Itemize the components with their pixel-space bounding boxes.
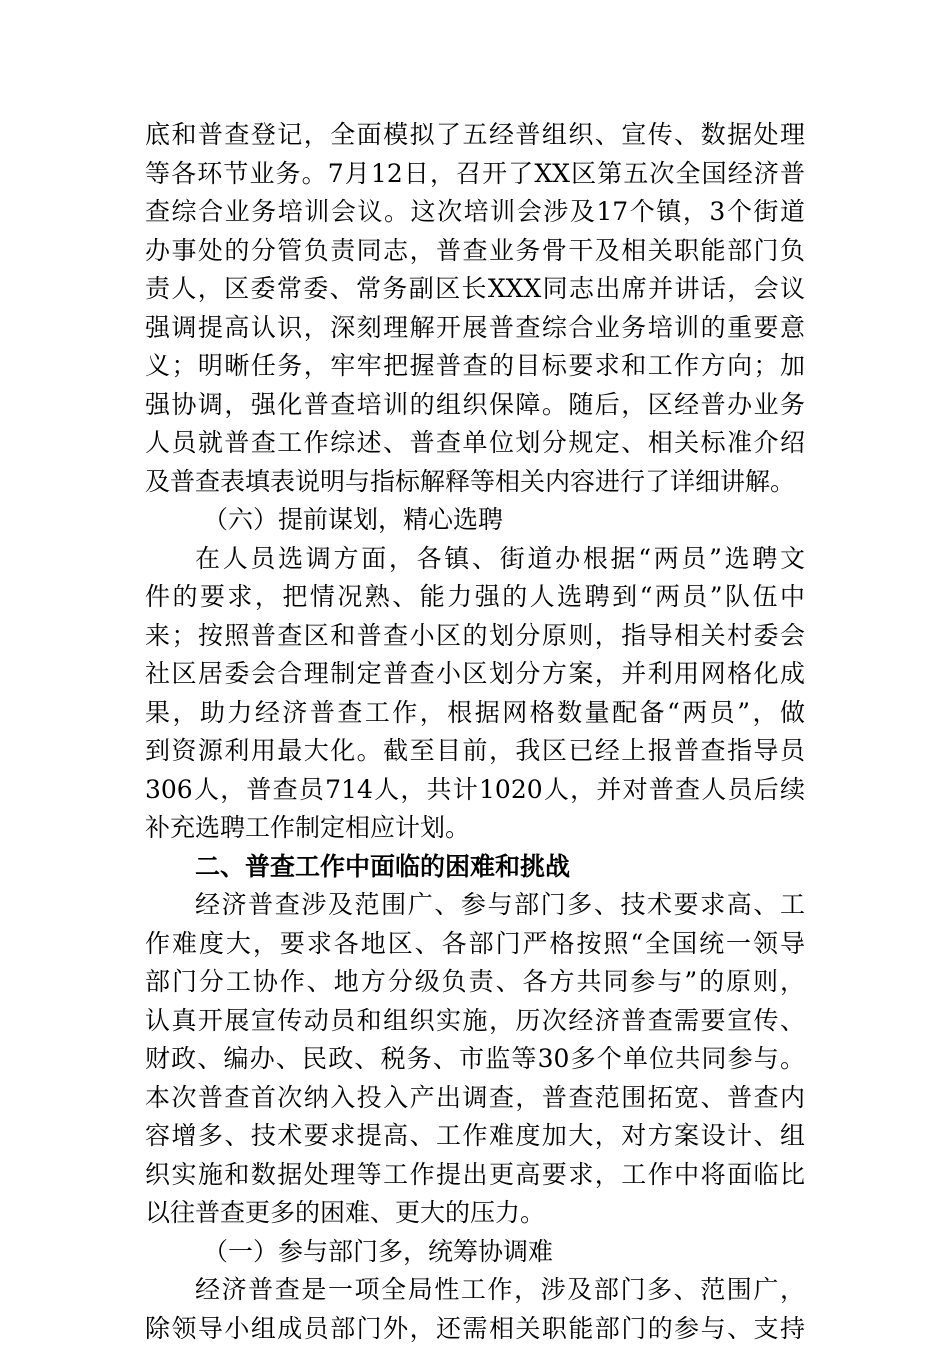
body-line: 及普查表填表说明与指标解释等相关内容进行了详细讲解。 <box>145 463 805 502</box>
paragraph-first-line: 在人员选调方面，各镇、街道办根据“两员”选聘文 <box>145 540 805 579</box>
paragraph-first-line: 经济普查是一项全局性工作，涉及部门多、范围广， <box>145 1271 805 1310</box>
body-line: 责人，区委常委、常务副区长XXX同志出席并讲话，会议 <box>145 270 805 309</box>
section-heading-1: （一）参与部门多，统筹协调难 <box>145 1233 805 1272</box>
document-body <box>145 116 805 1348</box>
body-line: 织实施和数据处理等工作提出更高要求，工作中将面临比 <box>145 1156 805 1195</box>
body-line: 底和普查登记，全面模拟了五经普组织、宣传、数据处理 <box>145 116 805 155</box>
body-line: 容增多、技术要求提高、工作难度加大，对方案设计、组 <box>145 1117 805 1156</box>
body-line: 以往普查更多的困难、更大的压力。 <box>145 1194 805 1233</box>
body-line: 306人，普查员714人，共计1020人，并对普查人员后续 <box>145 771 805 810</box>
body-line: 办事处的分管负责同志，普查业务骨干及相关职能部门负 <box>145 232 805 271</box>
body-line: 来；按照普查区和普查小区的划分原则，指导相关村委会 <box>145 617 805 656</box>
body-line: 查综合业务培训会议。这次培训会涉及17个镇，3个街道 <box>145 193 805 232</box>
body-line: 补充选聘工作制定相应计划。 <box>145 809 805 848</box>
body-line: 社区居委会合理制定普查小区划分方案，并利用网格化成 <box>145 655 805 694</box>
paragraph-first-line: 经济普查涉及范围广、参与部门多、技术要求高、工 <box>145 886 805 925</box>
body-line: 件的要求，把情况熟、能力强的人选聘到“两员”队伍中 <box>145 578 805 617</box>
body-line: 人员就普查工作综述、普查单位划分规定、相关标准介绍 <box>145 424 805 463</box>
body-line: 除领导小组成员部门外，还需相关职能部门的参与、支持 <box>145 1310 805 1348</box>
body-line: 认真开展宣传动员和组织实施，历次经济普查需要宣传、 <box>145 1002 805 1041</box>
section-heading-6: （六）提前谋划，精心选聘 <box>145 501 805 540</box>
body-line: 本次普查首次纳入投入产出调查，普查范围拓宽、普查内 <box>145 1079 805 1118</box>
body-line: 果，助力经济普查工作，根据网格数量配备“两员”，做 <box>145 694 805 733</box>
body-line: 到资源利用最大化。截至目前，我区已经上报普查指导员 <box>145 732 805 771</box>
body-line: 义；明晰任务，牢牢把握普查的目标要求和工作方向；加 <box>145 347 805 386</box>
body-line: 财政、编办、民政、税务、市监等30多个单位共同参与。 <box>145 1040 805 1079</box>
body-line: 作难度大，要求各地区、各部门严格按照“全国统一领导 <box>145 925 805 964</box>
body-line: 等各环节业务。7月12日，召开了XX区第五次全国经济普 <box>145 155 805 194</box>
body-line: 强协调，强化普查培训的组织保障。随后，区经普办业务 <box>145 386 805 425</box>
chapter-heading-2: 二、普查工作中面临的困难和挑战 <box>145 848 805 887</box>
body-line: 强调提高认识，深刻理解开展普查综合业务培训的重要意 <box>145 309 805 348</box>
body-line: 部门分工协作、地方分级负责、各方共同参与”的原则， <box>145 963 805 1002</box>
